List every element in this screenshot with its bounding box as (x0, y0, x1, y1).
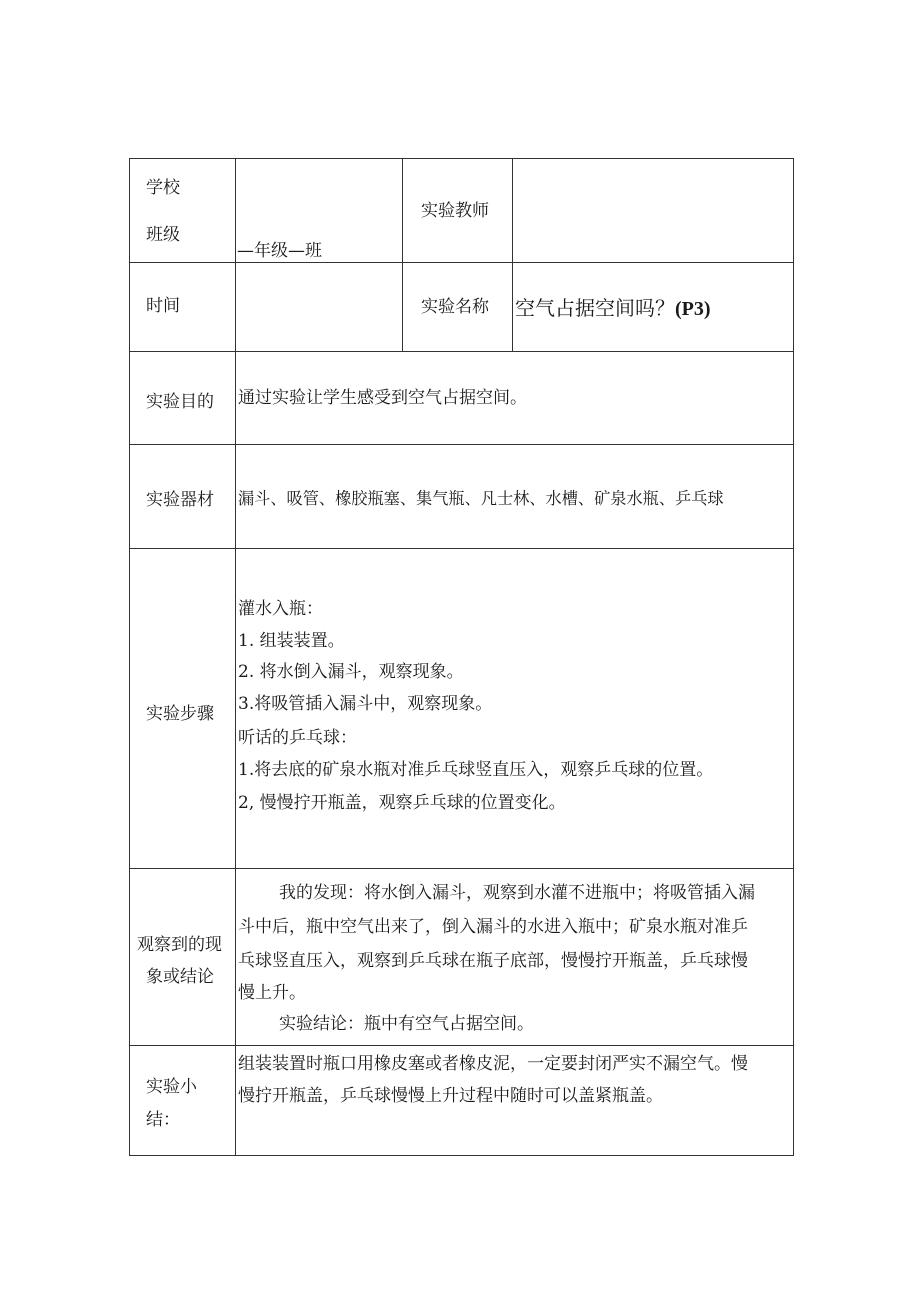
purpose-text: 通过实验让学生感受到空气占据空间。 (238, 388, 527, 408)
time-label: 时间 (146, 296, 180, 316)
observation-line: 慢上升。 (238, 983, 306, 1003)
experiment-name-label: 实验名称 (421, 297, 489, 317)
experiment-page-ref: (P3) (675, 298, 711, 320)
summary-line: 慢拧开瓶盖，乒乓球慢慢上升过程中随时可以盖紧瓶盖。 (238, 1086, 663, 1106)
class-value: —年级—班 (237, 241, 322, 261)
teacher-label: 实验教师 (421, 201, 489, 221)
observation-line: 我的发现：将水倒入漏斗，观察到水灌不进瓶中；将吸管插入漏 (279, 883, 755, 903)
table-border-top (129, 158, 794, 159)
observation-line: 乓球竖直压入，观察到乒乓球在瓶子底部，慢慢拧开瓶盖，乒乓球慢 (238, 951, 748, 971)
summary-line: 组装装置时瓶口用橡皮塞或者橡皮泥，一定要封闭严实不漏空气。慢 (238, 1054, 748, 1074)
class-label: 班级 (146, 225, 180, 245)
step-line: 2, 慢慢拧开瓶盖，观察乒乓球的位置变化。 (238, 793, 566, 813)
row-divider (129, 548, 794, 549)
row-divider (129, 351, 794, 352)
step-line: 2. 将水倒入漏斗，观察现象。 (238, 662, 464, 682)
steps-label: 实验步骤 (146, 704, 214, 724)
experiment-name-value (515, 296, 711, 321)
summary-label-line1: 实验小 (146, 1077, 197, 1097)
observation-line: 实验结论：瓶中有空气占据空间。 (279, 1014, 534, 1034)
row-divider (129, 1045, 794, 1046)
summary-label-line2: 结： (146, 1110, 180, 1130)
middle-column-divider (402, 158, 403, 352)
step-line: 3.将吸管插入漏斗中，观察现象。 (238, 694, 493, 714)
row-divider (129, 868, 794, 869)
materials-label: 实验器材 (146, 490, 214, 510)
experiment-name-title: 空气占据空间吗？ (515, 296, 675, 320)
table-border-right (793, 158, 794, 1156)
table-border-bottom (129, 1155, 794, 1156)
step-line: 灌水入瓶： (238, 599, 323, 619)
row-divider (129, 444, 794, 445)
label-column-divider (235, 158, 236, 1156)
table-border-left (129, 158, 130, 1156)
school-label: 学校 (146, 178, 180, 198)
step-line: 1.将去底的矿泉水瓶对准乒乓球竖直压入，观察乒乓球的位置。 (238, 760, 714, 780)
step-line: 听话的乒乓球： (238, 728, 357, 748)
row-divider (129, 262, 794, 263)
middle-column-divider (512, 158, 513, 352)
observation-label-line2: 象或结论 (146, 967, 214, 987)
observation-line: 斗中后，瓶中空气出来了，倒入漏斗的水进入瓶中；矿泉水瓶对准乒 (238, 917, 748, 937)
materials-text: 漏斗、吸管、橡胶瓶塞、集气瓶、凡士林、水槽、矿泉水瓶、乒乓球 (238, 489, 724, 508)
purpose-label: 实验目的 (146, 392, 214, 412)
step-line: 1. 组装装置。 (238, 631, 345, 651)
observation-label-line1: 观察到的现 (137, 935, 222, 955)
